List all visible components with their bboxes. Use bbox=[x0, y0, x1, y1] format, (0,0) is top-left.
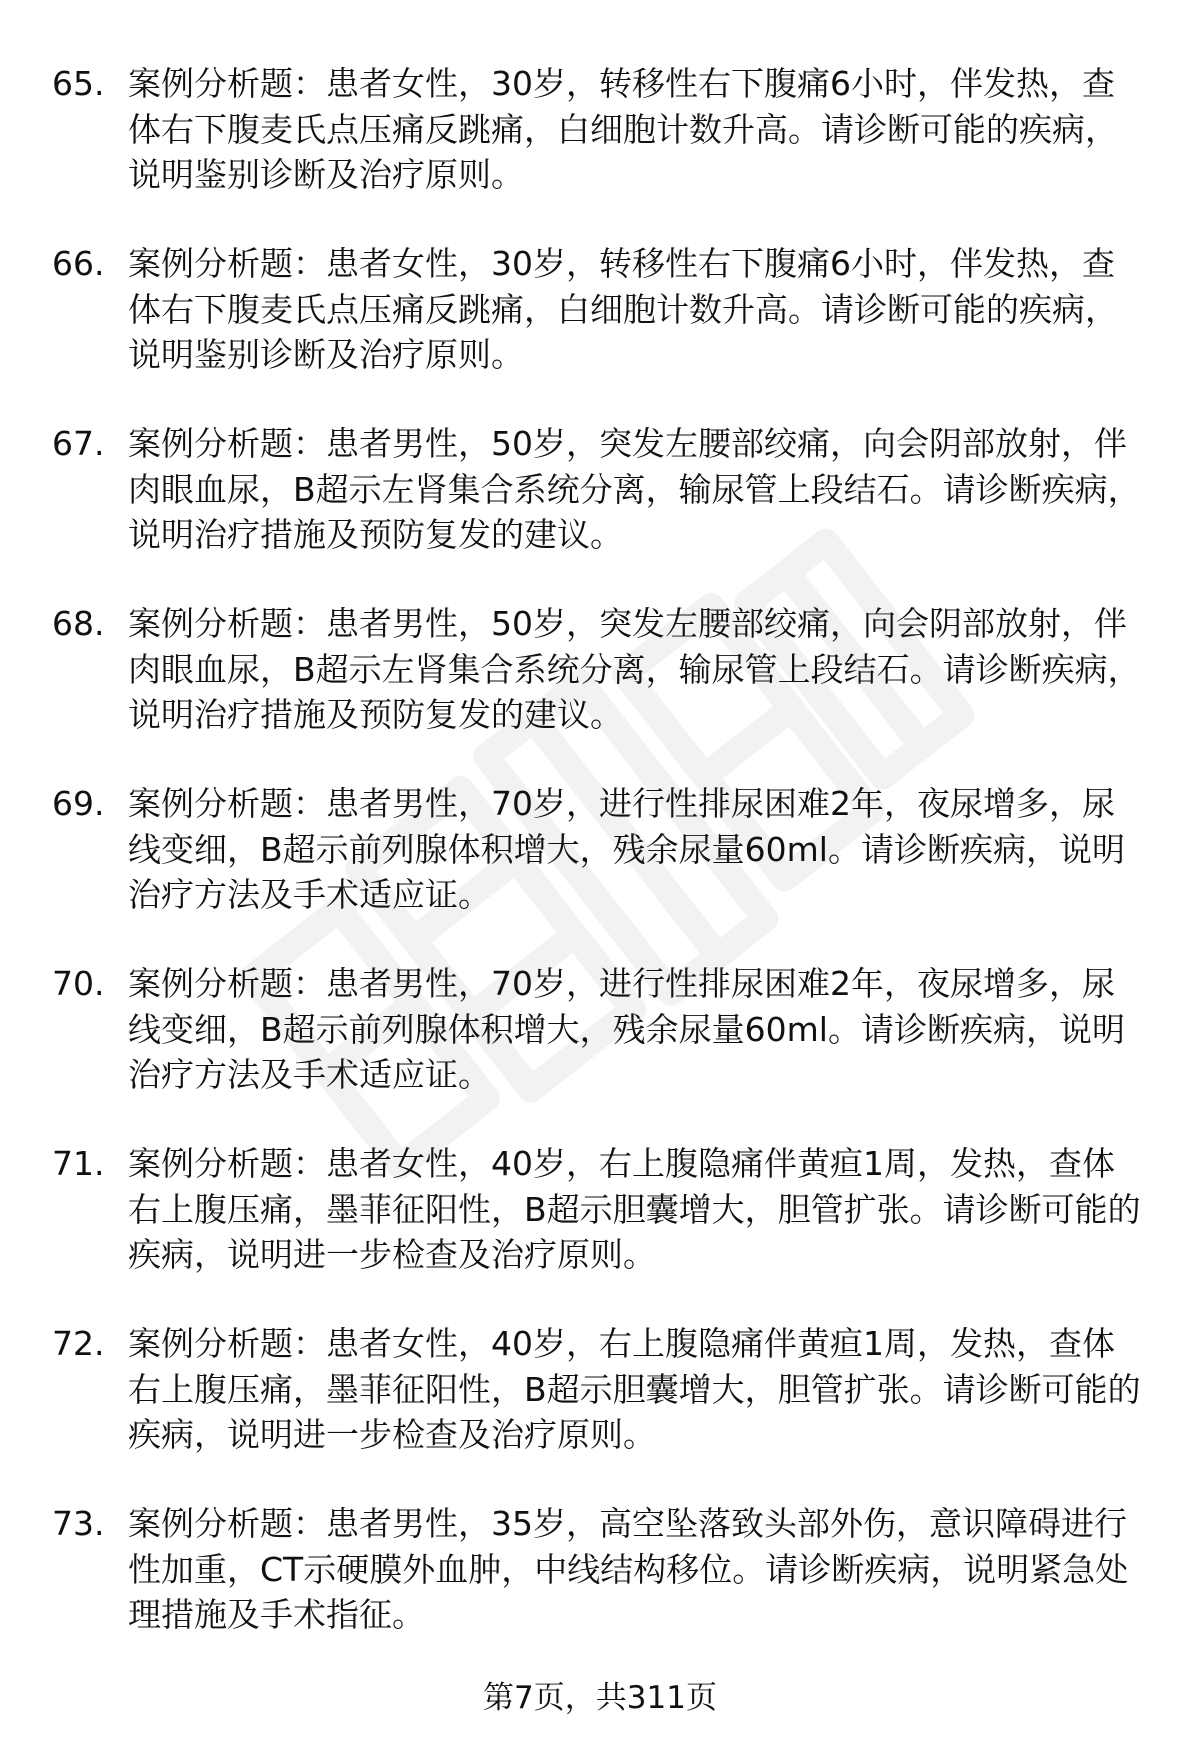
question-item bbox=[0, 1315, 1200, 1495]
question-number: 67. bbox=[52, 424, 105, 463]
question-item bbox=[0, 55, 1200, 235]
question-item bbox=[0, 775, 1200, 955]
question-item bbox=[0, 1135, 1200, 1315]
question-list bbox=[0, 55, 1200, 1675]
question-number: 65. bbox=[52, 64, 105, 103]
question-text: 案例分析题：患者男性，50岁，突发左腰部绞痛，向会阴部放射，伴肉眼血尿，B超示左肾集合系统分离，输尿管上段结石。请诊断疾病，说明治疗措施及预防复发的建议。 bbox=[128, 424, 1141, 554]
question-number: 73. bbox=[52, 1504, 105, 1543]
question-text: 案例分析题：患者女性，30岁，转移性右下腹痛6小时，伴发热，查体右下腹麦氏点压痛反跳痛，白细胞计数升高。请诊断可能的疾病，说明鉴别诊断及治疗原则。 bbox=[128, 64, 1118, 194]
question-item bbox=[0, 955, 1200, 1135]
question-number: 71. bbox=[52, 1144, 105, 1183]
question-text: 案例分析题：患者女性，40岁，右上腹隐痛伴黄疸1周，发热，查体右上腹压痛，墨菲征阳性，B超示胆囊增大，胆管扩张。请诊断可能的疾病，说明进一步检查及治疗原则。 bbox=[128, 1324, 1141, 1454]
question-item bbox=[0, 1495, 1200, 1675]
question-number: 69. bbox=[52, 784, 105, 823]
question-item bbox=[0, 235, 1200, 415]
question-number: 66. bbox=[52, 244, 105, 283]
question-item bbox=[0, 415, 1200, 595]
question-text: 案例分析题：患者男性，35岁，高空坠落致头部外伤，意识障碍进行性加重，CT示硬膜外血肿，中线结构移位。请诊断疾病，说明紧急处理措施及手术指征。 bbox=[128, 1504, 1129, 1634]
page-number-footer: 第7页，共311页 bbox=[483, 1680, 717, 1716]
question-text: 案例分析题：患者男性，50岁，突发左腰部绞痛，向会阴部放射，伴肉眼血尿，B超示左肾集合系统分离，输尿管上段结石。请诊断疾病，说明治疗措施及预防复发的建议。 bbox=[128, 604, 1141, 734]
question-number: 72. bbox=[52, 1324, 105, 1363]
question-text: 案例分析题：患者女性，40岁，右上腹隐痛伴黄疸1周，发热，查体右上腹压痛，墨菲征阳性，B超示胆囊增大，胆管扩张。请诊断可能的疾病，说明进一步检查及治疗原则。 bbox=[128, 1144, 1141, 1274]
question-item bbox=[0, 595, 1200, 775]
question-number: 70. bbox=[52, 964, 105, 1003]
question-text: 案例分析题：患者女性，30岁，转移性右下腹痛6小时，伴发热，查体右下腹麦氏点压痛反跳痛，白细胞计数升高。请诊断可能的疾病，说明鉴别诊断及治疗原则。 bbox=[128, 244, 1118, 374]
question-number: 68. bbox=[52, 604, 105, 643]
question-text: 案例分析题：患者男性，70岁，进行性排尿困难2年，夜尿增多，尿线变细，B超示前列腺体积增大，残余尿量60ml。请诊断疾病，说明治疗方法及手术适应证。 bbox=[128, 964, 1125, 1094]
question-text: 案例分析题：患者男性，70岁，进行性排尿困难2年，夜尿增多，尿线变细，B超示前列腺体积增大，残余尿量60ml。请诊断疾病，说明治疗方法及手术适应证。 bbox=[128, 784, 1125, 914]
